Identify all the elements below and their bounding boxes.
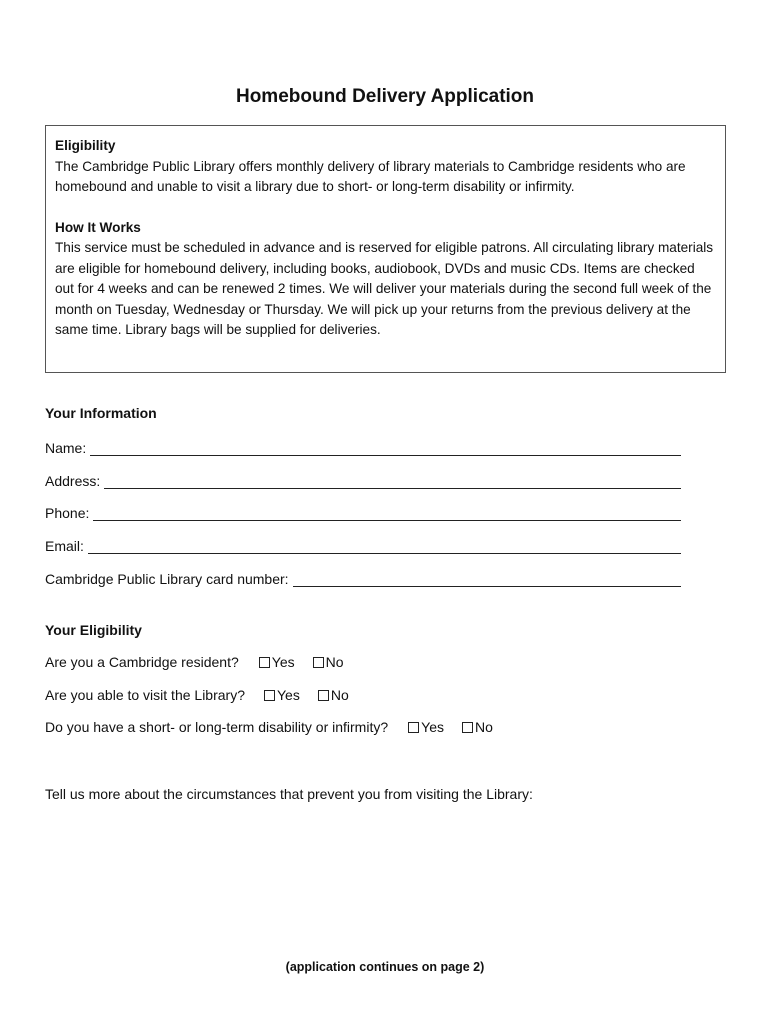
question-text: Are you able to visit the Library? [45, 687, 245, 703]
phone-field[interactable] [45, 501, 681, 521]
library-card-field[interactable] [45, 567, 681, 587]
phone-line[interactable] [93, 505, 681, 521]
circumstances-prompt: Tell us more about the circumstances that prevent you from visiting the Library: [45, 786, 533, 802]
address-line[interactable] [104, 473, 681, 489]
address-label: Address: [45, 473, 101, 489]
question-text: Are you a Cambridge resident? [45, 654, 239, 670]
phone-label: Phone: [45, 505, 90, 521]
checkbox-icon [408, 722, 419, 733]
no-checkbox[interactable] [462, 719, 493, 735]
eligibility-heading: Eligibility [55, 138, 116, 153]
yes-label: Yes [271, 654, 295, 670]
your-eligibility-heading: Your Eligibility [45, 622, 142, 638]
no-label: No [474, 719, 493, 735]
question-visit [45, 687, 349, 703]
yes-checkbox[interactable] [264, 687, 300, 703]
how-it-works-text: This service must be scheduled in advance and is reserved for eligible patrons. All circulating library materials are eligible for homebound delivery, including books, audiobook, DVDs and music CDs. Items are checked out for 4 weeks and can be renewed 2 times. We will deliver your materials during the second full week of the month on Tuesday, Wednesday or Thursday. We will pick up your returns from the previous delivery at the same time. Library bags will be supplied for deliveries. [55, 240, 714, 337]
checkbox-icon [313, 657, 324, 668]
checkbox-icon [259, 657, 270, 668]
library-card-line[interactable] [293, 571, 681, 587]
name-label: Name: [45, 440, 87, 456]
library-card-label: Cambridge Public Library card number: [45, 571, 289, 587]
no-label: No [330, 687, 349, 703]
checkbox-icon [318, 690, 329, 701]
no-label: No [325, 654, 344, 670]
question-disability [45, 719, 493, 735]
yes-label: Yes [277, 687, 300, 703]
yes-label: Yes [421, 719, 444, 735]
name-line[interactable] [90, 440, 681, 456]
yes-checkbox[interactable] [408, 719, 444, 735]
email-field[interactable] [45, 534, 681, 554]
page-footer: (application continues on page 2) [285, 960, 485, 974]
no-checkbox[interactable] [318, 687, 349, 703]
checkbox-icon [462, 722, 473, 733]
question-text: Do you have a short- or long-term disability or infirmity? [45, 719, 389, 735]
info-box [45, 125, 726, 373]
no-checkbox[interactable] [313, 654, 344, 670]
name-field[interactable] [45, 436, 681, 456]
page-title: Homebound Delivery Application [235, 86, 535, 107]
how-it-works-heading: How It Works [55, 219, 141, 235]
address-field[interactable] [45, 469, 681, 489]
email-line[interactable] [88, 538, 681, 554]
checkbox-icon [264, 690, 275, 701]
yes-checkbox[interactable] [259, 654, 295, 670]
your-information-heading: Your Information [45, 405, 157, 421]
eligibility-text: The Cambridge Public Library offers monthly delivery of library materials to Cambridge residents who are homebound and unable to visit a library due to short- or long-term disability or infirmity. [55, 158, 686, 194]
question-resident [45, 654, 344, 670]
email-label: Email: [45, 538, 84, 554]
